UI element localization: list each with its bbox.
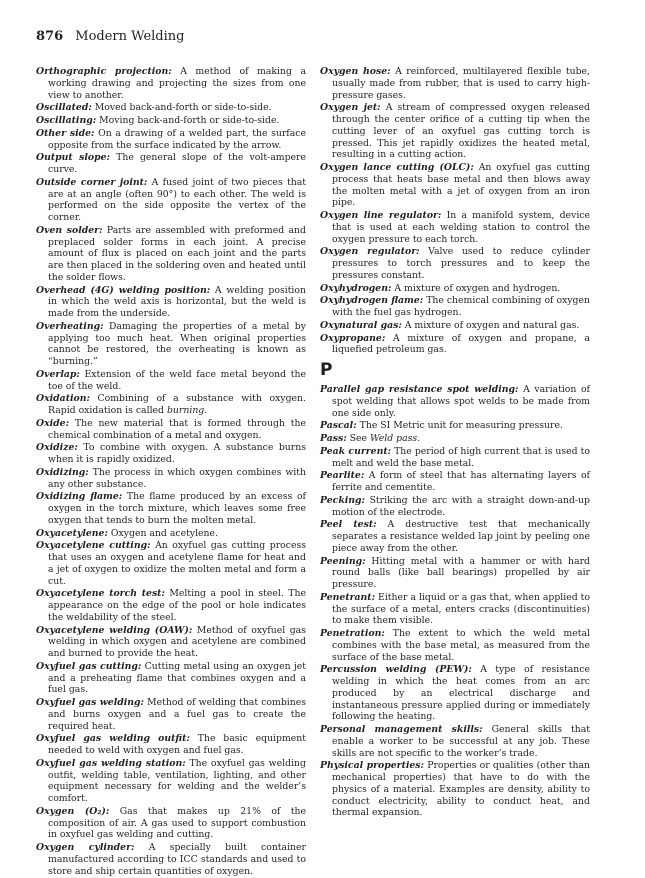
glossary-definition: A type of resistance welding in which the heat comes from an arc produced by an electrical discharge and instantaneous pressure applied during or immediately following the heating. [332,664,590,723]
glossary-term: Oxyfuel gas welding station: [36,757,186,769]
glossary-term: Output slope: [36,152,110,164]
right-column [320,66,590,820]
glossary-entry [320,556,590,591]
glossary-term: Oxygen regulator: [320,246,420,258]
glossary-definition: A stream of compressed oxygen released through the center orifice of a cutting tip when the cutting lever of an oxyfuel gas cutting torch is pressed. This jet rapidly oxidizes the heated metal, resulting in a cutting action. [332,102,590,161]
glossary-entry [36,177,306,224]
glossary-definition: A mixture of oxygen and natural gas. [404,319,580,331]
glossary-definition: Moving back-and-forth or side-to-side. [99,115,280,126]
glossary-definition: A specially built container manufactured according to ICC standards and used to store and ship certain quantities of oxygen. [48,842,306,877]
glossary-term: Oxidizing: [36,466,89,478]
glossary-entry [320,470,590,494]
glossary-term: Oxyfuel gas welding: [36,697,144,708]
glossary-term: Oxidizing flame: [36,491,123,503]
glossary-term: Oxide: [36,417,70,429]
left-column [36,66,306,878]
glossary-entry [36,661,306,696]
glossary-term: Pascal: [320,420,357,432]
glossary-entry [320,384,590,419]
glossary-definition: Either a liquid or a gas that, when applied to the surface of a metal, enters cracks (discontinuities) to make them visible. [332,591,590,627]
glossary-entry [36,758,306,805]
glossary-definition: The chemical combining of oxygen with the fuel gas hydrogen. [332,295,590,318]
glossary-definition: A mixture of oxygen and hydrogen. [394,282,561,294]
glossary-term: Peening: [320,555,366,567]
glossary-entry [36,285,306,320]
glossary-definition: The general slope of the volt-ampere curve. [48,152,306,175]
glossary-entry [36,733,306,757]
glossary-term: Peel test: [320,519,377,531]
glossary-term: Percussion welding (PEW): [320,664,472,676]
glossary-term: Physical properties: [320,760,424,772]
glossary-entry [36,842,306,877]
glossary-term: Oxygen jet: [320,102,381,114]
glossary-definition: The oxyfuel gas welding outfit, welding table, ventilation, lighting, and other equipment necessary for welding and the welder’s comfort. [48,757,306,804]
glossary-term: Oxypropane: [320,332,386,344]
glossary-definition: Melting a pool in steel. The appearance on the edge of the pool or hole indicates the weldability of the steel. [48,588,306,623]
glossary-entry [320,724,590,759]
glossary-definition: The new material that is formed through the chemical combination of a metal and oxygen. [48,417,306,441]
glossary-definition: To combine with oxygen. A substance burns when it is rapidly oxidized. [48,442,306,465]
glossary-definition: General skills that enable a worker to be successful at any job. These skills are not specific to the worker’s trade. [332,724,590,759]
glossary-entry [36,369,306,393]
glossary-term: Orthographic projection: [36,66,172,77]
glossary-entry [36,128,306,152]
glossary-term: Penetrant: [320,591,376,603]
glossary-definition: Moved back-and-forth or side-to-side. [94,102,272,114]
glossary-definition: The process in which oxygen combines with any other substance. [48,466,306,490]
glossary-definition: A reinforced, multilayered flexible tube, usually made from rubber, that is used to carry high-pressure gases. [332,66,590,101]
o-entries [320,66,590,356]
glossary-entry [320,66,590,101]
glossary-term: Oxyacetylene torch test: [36,588,165,600]
glossary-entry [36,806,306,841]
glossary-term: Overheating: [36,320,104,332]
glossary-definition: Combining of a substance with oxygen. Rapid oxidation is called [48,393,306,416]
glossary-definition: A variation of spot welding that allows spot welds to be made from one side only. [332,384,590,419]
glossary-definition: A welding position in which the weld axis is horizontal, but the weld is made from the underside. [48,284,306,319]
glossary-definition: Oxygen and acetylene. [110,527,218,539]
glossary-term: Oxyhydrogen: [320,282,392,294]
glossary-definition: The SI Metric unit for measuring pressure. [359,420,563,432]
glossary-term: Penetration: [320,628,385,639]
glossary-term: Overhead (4G) welding position: [36,284,211,296]
glossary-term: Oscillated: [36,102,92,114]
glossary-term: Pearlite: [320,470,365,482]
glossary-entry [320,102,590,161]
glossary-entry [320,210,590,245]
glossary-definition: Cutting metal using an oxygen jet and a preheating flame that combines oxygen and a fuel gas. [48,660,306,696]
glossary-term: Oxygen (O₂): [36,805,110,817]
glossary-definition: A destructive test that mechanically separates a resistance welded lap joint by peeling one piece away from the other. [332,519,590,554]
glossary-term: Oxyfuel gas cutting: [36,660,142,672]
glossary-entry [320,433,590,445]
glossary-entry [36,225,306,284]
glossary-entry [320,592,590,627]
glossary-definition: Parts are assembled with preformed and preplaced solder forms in each joint. A precise amount of flux is placed on each joint and the parts are then placed in the soldering oven and heated until the solder flows. [48,224,306,283]
glossary-definition: A fused joint of two pieces that are at an angle (often 90°) to each other. The weld is performed on the side opposite the vertex of the corner. [48,176,306,223]
page-number: 876 [36,29,64,44]
glossary-entry [320,283,590,295]
glossary-entry [36,115,306,127]
glossary-term: Oxygen cylinder: [36,842,135,853]
page-header [36,29,184,44]
glossary-term: Oxynatural gas: [320,319,402,331]
glossary-term: Oven solder: [36,224,103,236]
glossary-entry [320,246,590,281]
glossary-term: Oxyhydrogen flame: [320,295,424,307]
glossary-definition: On a drawing of a welded part, the surface opposite from the surface indicated by the arrow. [48,127,306,151]
glossary-term: Personal management skills: [320,724,483,735]
book-title: Modern Welding [75,29,185,44]
glossary-definition: The basic equipment needed to weld with oxygen and fuel gas. [48,733,306,756]
glossary-term: Oxygen hose: [320,66,391,77]
glossary-cross-reference: burning. [166,405,208,416]
glossary-definition: Properties or qualities (other than mechanical properties) that have to do with the physics of a material. Examples are density, ability to conduct electricity, ability to conduct heat, and thermal expansion. [332,760,590,819]
glossary-entry [36,321,306,368]
glossary-entry [320,420,590,432]
glossary-definition: Hitting metal with a hammer or with hard round balls (like ball bearings) propelled by air pressure. [332,555,590,590]
glossary-entry [320,320,590,332]
glossary-term: Oxygen line regulator: [320,210,442,221]
glossary-definition: An oxyfuel gas cutting process that uses an oxygen and acetylene flame for heat and a jet of oxygen to oxidize the molten metal and form a cut. [48,540,306,587]
glossary-term: Oxyacetylene cutting: [36,540,151,552]
section-letter-p: P [320,360,333,380]
glossary-definition: A method of making a working drawing and projecting the sizes from one view to another. [48,66,306,101]
glossary-entry [320,333,590,357]
glossary-definition: The flame produced by an excess of oxygen in the torch mixture, which leaves some free oxygen that tends to burn the molten metal. [48,491,306,526]
glossary-definition: An oxyfuel gas cutting process that heats base metal and then blows away the molten metal with a jet of oxygen from an iron pipe. [332,162,590,209]
glossary-entry [36,697,306,732]
glossary-definition: Method of oxyfuel gas welding in which oxygen and acetylene are combined and burned to provide the heat. [48,624,306,659]
glossary-term: Oxidation: [36,393,90,405]
glossary-definition: Valve used to reduce cylinder pressures to torch pressures and to keep the pressures constant. [332,246,590,281]
glossary-entry [320,295,590,319]
glossary-entry [320,162,590,209]
glossary-entry [36,442,306,466]
glossary-definition: Method of welding that combines and burns oxygen and a fuel gas to create the required heat. [48,697,306,732]
glossary-entry [36,467,306,491]
glossary-entry [36,588,306,623]
glossary-cross-reference: Weld pass. [369,433,421,444]
glossary-entry [36,528,306,540]
glossary-entry [36,418,306,442]
glossary-entry [36,491,306,526]
glossary-definition: Extension of the weld face metal beyond the toe of the weld. [48,368,306,392]
glossary-definition: The period of high current that is used to melt and weld the base metal. [332,445,590,469]
glossary-term: Pass: [320,433,347,444]
glossary-entry [36,393,306,417]
glossary-term: Oxyacetylene welding (OAW): [36,624,193,636]
glossary-term: Peak current: [320,445,392,457]
glossary-term: Oxyfuel gas welding outfit: [36,733,190,745]
glossary-entry [320,628,590,663]
glossary-definition: Gas that makes up 21% of the composition of air. A gas used to support combustion in oxyfuel gas welding and cutting. [48,805,306,841]
glossary-entry [36,66,306,101]
glossary-entry [36,540,306,587]
glossary-entry [320,760,590,819]
glossary-definition: A form of steel that has alternating layers of ferrite and cementite. [332,470,590,493]
glossary-entry [320,446,590,470]
glossary-term: Other side: [36,127,95,139]
glossary-definition: Damaging the properties of a metal by applying too much heat. When original properties cannot be restored, the overheating is known as “burning.” [48,320,306,367]
p-entries [320,384,590,819]
glossary-term: Oscillating: [36,115,97,126]
glossary-entry [320,664,590,723]
glossary-term: Parallel gap resistance spot welding: [320,384,519,395]
glossary-term: Overlap: [36,368,80,380]
glossary-definition: In a manifold system, device that is used at each welding station to control the oxygen pressure to each torch. [332,210,590,245]
glossary-definition: See [349,433,368,444]
glossary-definition: The extent to which the weld metal combines with the base metal, as measured from the surface of the base metal. [332,628,590,663]
glossary-term: Oxidize: [36,442,78,454]
glossary-term: Oxygen lance cutting (OLC): [320,162,474,173]
glossary-entry [320,495,590,519]
glossary-entry [36,102,306,114]
glossary-entry [320,519,590,554]
glossary-term: Outside corner joint: [36,176,148,188]
glossary-term: Oxyacetylene: [36,527,108,539]
glossary-term: Pecking: [320,494,365,506]
glossary-definition: A mixture of oxygen and propane, a liquefied petroleum gas. [332,332,590,356]
glossary-entry [36,152,306,176]
glossary-entry [36,625,306,660]
glossary-definition: Striking the arc with a straight down-and-up motion of the electrode. [332,494,590,518]
